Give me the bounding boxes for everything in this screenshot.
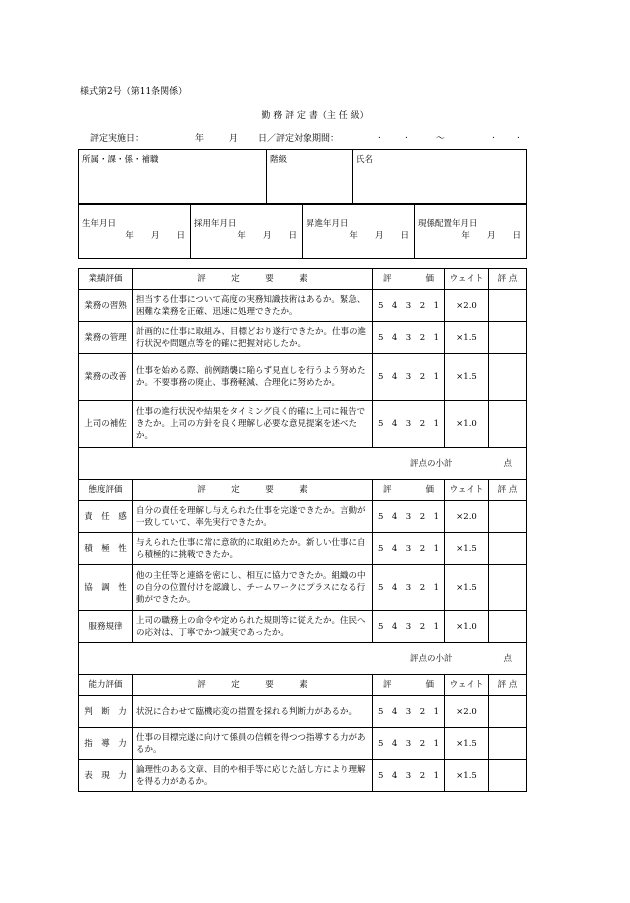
weight-value: ×2.0 — [445, 290, 489, 322]
rating-scale[interactable]: 5 4 3 2 1 — [373, 760, 445, 792]
criterion-label: 指 導 力 — [79, 728, 133, 760]
rating-scale[interactable]: 5 4 3 2 1 — [373, 696, 445, 728]
criterion-label: 業務の改善 — [79, 354, 133, 401]
score-cell[interactable] — [489, 611, 527, 643]
score-cell[interactable] — [489, 728, 527, 760]
hire-date-label: 採用年月日 — [194, 219, 237, 229]
criterion-text: 仕事の進行状況や結果をタイミング良く的確に上司に報告できたか。上司の方針を良く理解し必要な意見提案を述べたか。 — [133, 401, 373, 448]
table-row — [79, 322, 527, 354]
table-row — [79, 533, 527, 565]
criterion-label: 表 現 力 — [79, 760, 133, 792]
page-title: 勤 務 評 定 書（主 任 級） — [261, 111, 369, 121]
criterion-text: 担当する仕事について高度の実務知識技術はあるか。緊急、困難な業務を正確、迅速に処理できたか。 — [133, 290, 373, 322]
form-number: 様式第2号（第11条関係） — [80, 87, 188, 97]
month-unit: 月 — [262, 231, 272, 241]
criterion-label: 協 調 性 — [79, 565, 133, 611]
dates-table — [78, 203, 527, 259]
table-row — [79, 611, 527, 643]
criterion-label: 業務の管理 — [79, 322, 133, 354]
subtotal-unit: 点 — [503, 653, 512, 664]
criterion-text: 他の主任等と連絡を密にし、相互に協力できたか。組織の中の自分の位置付けを認識し、チームワークにプラスになる行動ができたか。 — [133, 565, 373, 611]
section-header-row — [79, 269, 527, 290]
day-unit: 日 — [176, 231, 185, 241]
month-unit: 月 — [374, 231, 384, 241]
column-header-element: 評 定 要 素 — [133, 269, 373, 290]
day-unit: 日 — [512, 231, 521, 241]
day-unit: 日 — [288, 231, 297, 241]
table-row — [79, 501, 527, 533]
weight-value: ×1.0 — [445, 611, 489, 643]
promotion-date-field[interactable] — [303, 204, 415, 259]
criterion-text: 仕事の目標完遂に向けて係員の信頼を得つつ指導する力があるか。 — [133, 728, 373, 760]
weight-value: ×1.5 — [445, 322, 489, 354]
column-header-weight: ウェイト — [445, 675, 489, 696]
name-label: 氏名 — [356, 155, 374, 165]
column-header-score: 評 点 — [489, 675, 527, 696]
affiliation-field[interactable] — [79, 150, 267, 205]
weight-value: ×2.0 — [445, 696, 489, 728]
table-row — [79, 565, 527, 611]
month-unit: 月 — [150, 231, 160, 241]
criterion-text: 計画的に仕事に取組み、目標どおり遂行できたか。仕事の進行状況や問題点等を的確に把握対応したか。 — [133, 322, 373, 354]
score-cell[interactable] — [489, 290, 527, 322]
column-header-element: 評 定 要 素 — [133, 480, 373, 501]
criterion-text: 仕事を始める際、前例踏襲に陥らず見直しを行うよう努めたか。不要事務の廃止、事務軽減、合理化に努めたか。 — [133, 354, 373, 401]
eval-period-label: 日／評定対象期間： — [258, 134, 340, 144]
rating-scale[interactable]: 5 4 3 2 1 — [373, 728, 445, 760]
score-cell[interactable] — [489, 501, 527, 533]
period-dot: . — [492, 131, 495, 141]
criterion-label: 積 極 性 — [79, 533, 133, 565]
day-unit: 日 — [400, 231, 409, 241]
birth-date-label: 生年月日 — [82, 219, 117, 229]
rating-scale[interactable]: 5 4 3 2 1 — [373, 322, 445, 354]
score-cell[interactable] — [489, 565, 527, 611]
score-cell[interactable] — [489, 401, 527, 448]
weight-value: ×1.5 — [445, 728, 489, 760]
hire-date-field[interactable] — [191, 204, 303, 259]
criterion-label: 責 任 感 — [79, 501, 133, 533]
period-dot: . — [517, 131, 520, 141]
subtotal-unit: 点 — [503, 458, 512, 469]
year-unit: 年 — [461, 231, 470, 241]
score-cell[interactable] — [489, 322, 527, 354]
column-header-score: 評 点 — [489, 480, 527, 501]
rating-scale[interactable]: 5 4 3 2 1 — [373, 533, 445, 565]
column-header-weight: ウェイト — [445, 480, 489, 501]
weight-value: ×1.5 — [445, 354, 489, 401]
birth-date-field[interactable] — [79, 204, 191, 259]
period-dot: . — [378, 131, 381, 141]
section-header: 能力評価 — [79, 675, 133, 696]
table-row — [79, 290, 527, 322]
criterion-text: 状況に合わせて臨機応変の措置を採れる判断力があるか。 — [133, 696, 373, 728]
month-unit: 月 — [486, 231, 496, 241]
current-post-date-label: 現係配置年月日 — [418, 219, 478, 229]
weight-value: ×1.5 — [445, 533, 489, 565]
weight-value: ×2.0 — [445, 501, 489, 533]
column-header-element: 評 定 要 素 — [133, 675, 373, 696]
section-header: 態度評価 — [79, 480, 133, 501]
affiliation-label: 所属・課・係・補職 — [82, 155, 159, 165]
year-unit: 年 — [125, 231, 134, 241]
subtotal-row — [79, 448, 527, 480]
subtotal-row — [79, 643, 527, 675]
rating-scale[interactable]: 5 4 3 2 1 — [373, 401, 445, 448]
column-header-rating: 評 価 — [373, 269, 445, 290]
year-unit: 年 — [237, 231, 246, 241]
column-header-rating: 評 価 — [373, 480, 445, 501]
score-cell[interactable] — [489, 760, 527, 792]
column-header-weight: ウェイト — [445, 269, 489, 290]
promotion-date-label: 昇進年月日 — [306, 219, 349, 229]
subtotal-label: 評点の小計 — [409, 653, 453, 664]
column-header-score: 評 点 — [489, 269, 527, 290]
section-header-row — [79, 480, 527, 501]
rating-scale[interactable]: 5 4 3 2 1 — [373, 290, 445, 322]
column-header-rating: 評 価 — [373, 675, 445, 696]
grade-label: 階級 — [270, 155, 288, 165]
period-dot: . — [405, 131, 408, 141]
rating-scale[interactable]: 5 4 3 2 1 — [373, 611, 445, 643]
rating-scale[interactable]: 5 4 3 2 1 — [373, 565, 445, 611]
table-row — [79, 728, 527, 760]
section-header: 業績評価 — [79, 269, 133, 290]
criterion-label: 業務の習熟 — [79, 290, 133, 322]
current-post-date-field[interactable] — [415, 204, 527, 259]
criterion-label: 判 断 力 — [79, 696, 133, 728]
criterion-label: 服務規律 — [79, 611, 133, 643]
criterion-text: 与えられた仕事に常に意欲的に取組めたか。新しい仕事に自ら積極的に挑戦できたか。 — [133, 533, 373, 565]
score-cell[interactable] — [489, 533, 527, 565]
score-cell[interactable] — [489, 354, 527, 401]
table-row — [79, 401, 527, 448]
weight-value: ×1.5 — [445, 760, 489, 792]
section-header-row — [79, 675, 527, 696]
criterion-label: 上司の補佐 — [79, 401, 133, 448]
period-tilde: 〜 — [436, 134, 446, 144]
table-row — [79, 760, 527, 792]
year-unit: 年 — [349, 231, 358, 241]
subtotal-label: 評点の小計 — [409, 458, 453, 469]
criterion-text: 論理性のある文章、目的や相手等に応じた話し方により理解を得る力があるか。 — [133, 760, 373, 792]
grade-field[interactable] — [267, 150, 353, 205]
score-cell[interactable] — [489, 696, 527, 728]
rating-scale[interactable]: 5 4 3 2 1 — [373, 354, 445, 401]
criterion-text: 自分の責任を理解し与えられた仕事を完遂できたか。言動が一致していて、率先実行できたか。 — [133, 501, 373, 533]
eval-date-label: 評定実施日： — [90, 134, 145, 144]
name-field[interactable] — [353, 150, 527, 205]
table-row — [79, 354, 527, 401]
weight-value: ×1.5 — [445, 565, 489, 611]
eval-month: 月 — [229, 134, 239, 144]
evaluation-table — [78, 268, 527, 792]
employee-info-table — [78, 149, 527, 205]
weight-value: ×1.0 — [445, 401, 489, 448]
eval-year: 年 — [195, 134, 205, 144]
criterion-text: 上司の職務上の命令や定められた規則等に従えたか。住民への応対は、丁寧でかつ誠実であったか。 — [133, 611, 373, 643]
table-row — [79, 696, 527, 728]
rating-scale[interactable]: 5 4 3 2 1 — [373, 501, 445, 533]
